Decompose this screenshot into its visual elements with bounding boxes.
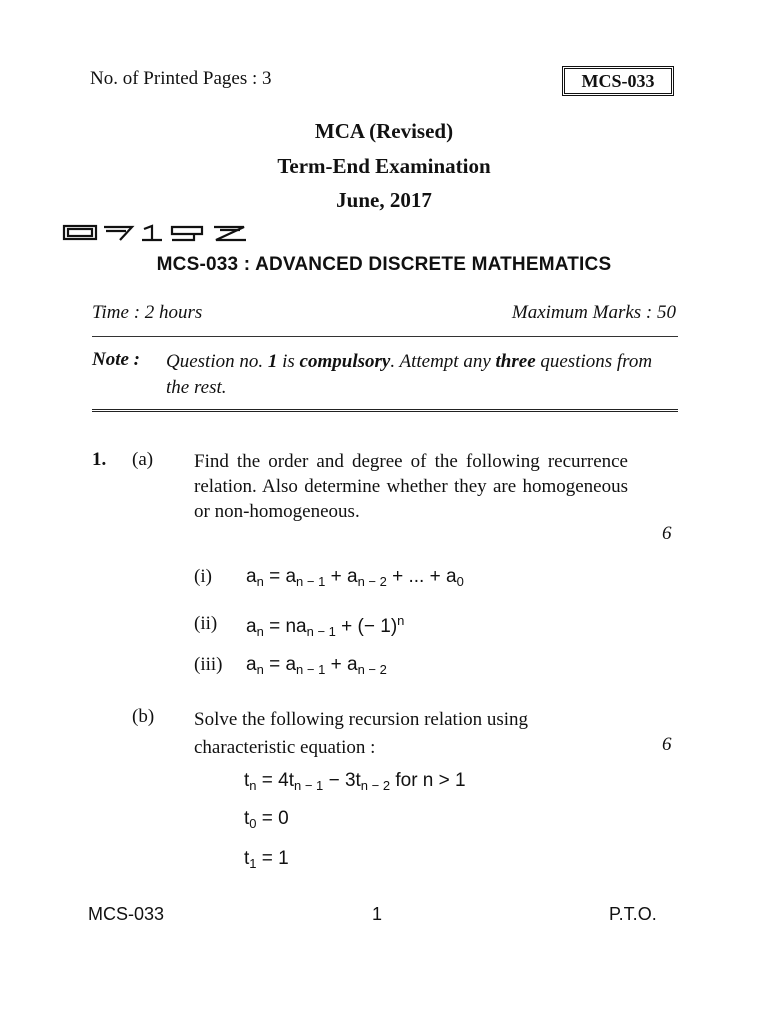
recurrence-equation: [244, 770, 466, 793]
item-iii-label: (iii): [194, 654, 223, 675]
item-ii-equation: [246, 613, 404, 639]
eq-sub: n − 1: [296, 662, 326, 677]
eq-term: + a: [325, 654, 358, 675]
eq-term: = na: [269, 616, 307, 637]
eq-term: + a: [325, 566, 358, 587]
note-text-part: . Attempt any: [390, 351, 496, 372]
note-text-bold: 1: [267, 351, 278, 372]
eq-term: − 3t: [323, 770, 361, 791]
eq-term: = 0: [256, 808, 289, 829]
eq-sub: 0: [249, 816, 257, 831]
question-number: 1.: [92, 449, 107, 470]
eq-term: = a: [269, 654, 297, 675]
note-label: Note :: [92, 349, 141, 370]
item-i-equation: [246, 566, 464, 589]
eq-sub: n − 2: [357, 662, 387, 677]
eq-sub: n − 1: [296, 574, 326, 589]
part-b-marks: 6: [662, 734, 672, 755]
printed-pages-count: No. of Printed Pages : 3: [90, 68, 272, 89]
eq-sub: n: [256, 574, 264, 589]
part-b-label: (b): [132, 706, 155, 727]
paper-code-box: MCS-033: [562, 66, 674, 96]
eq-term: for n > 1: [390, 770, 466, 791]
eq-sub: n: [256, 662, 264, 677]
eq-sub: n: [249, 778, 257, 793]
part-a-label: (a): [132, 449, 154, 470]
note-text: [166, 349, 678, 401]
footer-pto: P.T.O.: [609, 904, 657, 924]
note-text-bold: compulsory: [299, 351, 391, 372]
eq-term: = 4t: [256, 770, 295, 791]
footer-page-number: 1: [372, 904, 383, 924]
eq-term: = a: [269, 566, 297, 587]
item-i-label: (i): [194, 566, 212, 587]
divider-line: [92, 336, 678, 337]
eq-term: t: [244, 770, 250, 791]
part-b-text: Solve the following recursion relation using characteristic equation :: [194, 709, 529, 758]
session-title: June, 2017: [336, 188, 432, 212]
note-text-bold: three: [495, 351, 536, 372]
note-text-part: questions from the rest.: [166, 351, 653, 398]
eq-sub: n − 2: [360, 778, 391, 793]
initial-condition-t0: [244, 808, 289, 831]
eq-term: = 1: [256, 848, 289, 869]
footer-paper-code: MCS-033: [88, 904, 165, 924]
item-ii-label: (ii): [194, 613, 218, 634]
serial-number-glyphs: [62, 222, 252, 244]
eq-term: t: [244, 808, 250, 829]
programme-title: MCA (Revised): [314, 119, 454, 143]
initial-condition-t1: [244, 848, 289, 871]
eq-sub: n: [256, 624, 264, 639]
note-text-part: is: [277, 351, 300, 372]
course-title: MCS-033 : ADVANCED DISCRETE MATHEMATICS: [156, 254, 612, 275]
eq-term: t: [244, 848, 250, 869]
eq-term: + ... + a: [386, 566, 457, 587]
eq-sup: n: [397, 613, 405, 628]
eq-sub: n − 2: [357, 574, 387, 589]
eq-sub: 0: [456, 574, 464, 589]
part-a-marks: 6: [662, 523, 672, 544]
serial-number: [62, 222, 252, 248]
exam-title: Term-End Examination: [277, 154, 491, 178]
eq-term: a: [246, 654, 257, 675]
eq-term: a: [246, 616, 257, 637]
eq-sub: 1: [249, 856, 257, 871]
double-divider-line: [92, 409, 678, 415]
note-text-part: Question no.: [166, 351, 268, 372]
eq-term: a: [246, 566, 257, 587]
exam-time: Time : 2 hours: [92, 302, 203, 323]
eq-term: + (− 1): [335, 616, 398, 637]
eq-sub: n − 1: [306, 624, 336, 639]
item-iii-equation: [246, 654, 387, 677]
eq-sub: n − 1: [294, 778, 324, 793]
part-a-text: Find the order and degree of the following recurrence relation. Also determine whether they are homogeneous or non-homogeneous.: [194, 451, 628, 522]
maximum-marks: Maximum Marks : 50: [511, 302, 676, 323]
